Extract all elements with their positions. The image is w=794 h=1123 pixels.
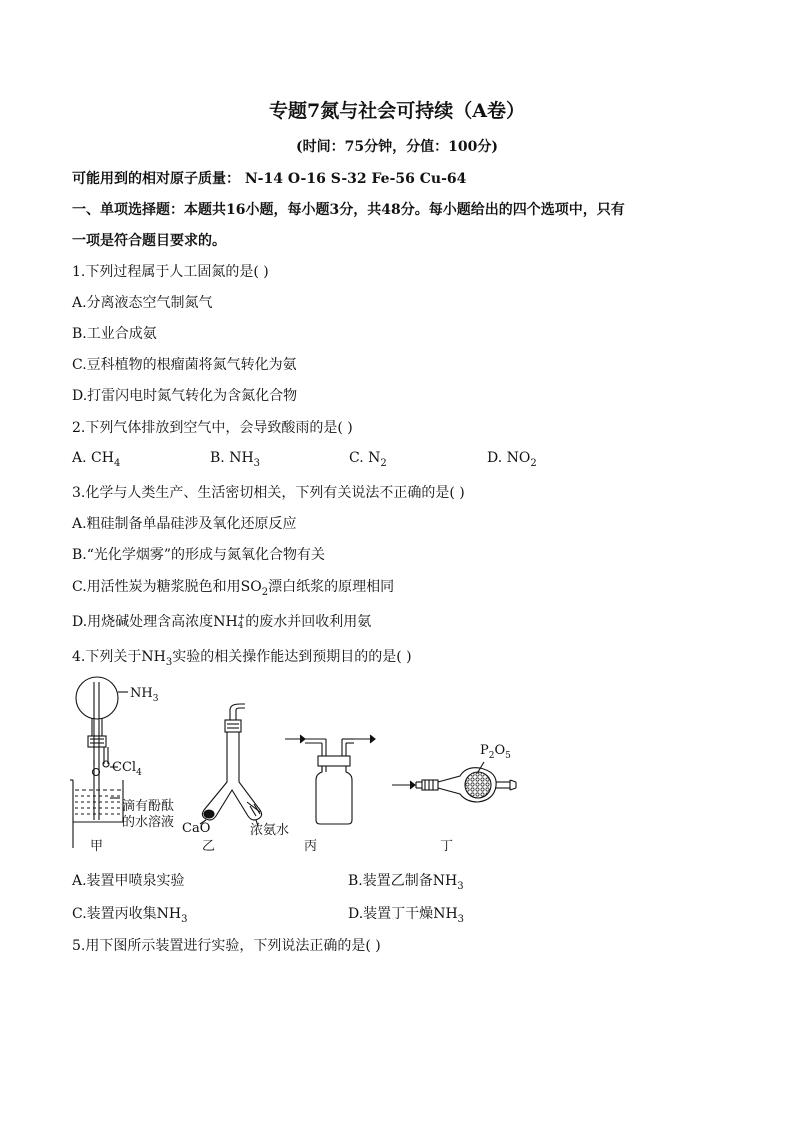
question-4-option-d: D.装置丁干燥$NH_3$: [348, 906, 465, 925]
ccl4-label: CCl$_4$: [112, 760, 142, 778]
y-tube-stopper: [225, 720, 241, 732]
question-3-option-d: D.用烧碱处理含高浓度NH + 4 的废水并回收利用氨: [72, 612, 372, 631]
question-2-option-d: D. $NO_2$: [487, 450, 537, 469]
beaker: [73, 780, 123, 822]
caption-bing: 丙: [304, 839, 318, 854]
p2o5-packing: [465, 772, 491, 798]
gas-bottle: [316, 766, 352, 824]
page-title: 专题7氮与社会可持续（A卷）: [269, 100, 525, 122]
apparatus-ding: [392, 762, 516, 802]
question-3-stem: 3.化学与人类生产、生活密切相关，下列有关说法不正确的是( ): [72, 485, 465, 501]
question-4-option-b: B.装置乙制备$NH_3$: [348, 873, 464, 892]
question-5-stem: 5.用下图所示装置进行实验，下列说法正确的是( ): [72, 938, 381, 954]
drying-tube-stopper: [422, 780, 438, 790]
solution-label-line2: 的水溶液: [122, 815, 175, 830]
caption-yi: 乙: [202, 839, 216, 854]
question-4-option-c: C.装置丙收集$NH_3$: [72, 906, 188, 925]
question-1-option-d: D.打雷闪电时氮气转化为含氮化合物: [72, 388, 298, 404]
p2o5-label: $P_2O_5$: [480, 743, 511, 761]
question-3-option-b: B.“光化学烟雾”的形成与氮氧化合物有关: [72, 547, 326, 563]
question-4-stem: 4.下列关于$NH_3$实验的相关操作能达到预期目的的是( ): [72, 649, 412, 668]
question-3-option-a: A.粗硅制备单晶硅涉及氧化还原反应: [72, 516, 297, 532]
question-1-stem: 1.下列过程属于人工固氮的是( ): [72, 264, 269, 280]
question-2-option-b: B. $NH_3$: [210, 450, 261, 469]
section-heading-line2: 一项是符合题目要求的。: [72, 233, 226, 249]
question-1-option-a: A.分离液态空气制氮气: [72, 295, 213, 311]
p2o5-pointer: [478, 762, 484, 772]
question-1-option-c: C.豆科植物的根瘤菌将氮气转化为氨: [72, 357, 297, 373]
question-2-option-c: C. $N_2$: [349, 450, 387, 469]
bottle-stopper: [318, 756, 350, 766]
page-subtitle: (时间：75分钟，分值：100分): [296, 139, 498, 155]
apparatus-yi: [200, 704, 262, 826]
nh3-label: $NH_3$: [130, 686, 159, 704]
caption-ding: 丁: [440, 839, 454, 854]
apparatus-bing: [285, 735, 375, 824]
question-2-option-a: A. $CH_4$: [72, 450, 121, 469]
section-heading-line1: 一、单项选择题：本题共16小题，每小题3分，共48分。每小题给出的四个选项中，只有: [72, 202, 625, 218]
ammonia-water-label: 浓氨水: [250, 823, 290, 838]
apparatus-figure: [70, 672, 540, 860]
caption-jia: 甲: [90, 839, 104, 854]
round-flask: [76, 677, 118, 719]
question-4-option-a: A.装置甲喷泉实验: [72, 873, 185, 889]
question-3-option-c: C.用活性炭为糖浆脱色和用$SO_2$漂白纸浆的原理相同: [72, 579, 395, 598]
flask-stopper: [88, 736, 106, 747]
cao-label: CaO: [182, 821, 211, 836]
question-1-option-b: B.工业合成氨: [72, 326, 157, 342]
question-2-stem: 2.下列气体排放到空气中，会导致酸雨的是( ): [72, 420, 353, 436]
cao-solid: [204, 810, 214, 818]
solution-label-line1: 滴有酚酞: [122, 799, 175, 814]
atomic-masses: 可能用到的相对原子质量： N-14 O-16 S-32 Fe-56 Cu-64: [72, 171, 467, 187]
